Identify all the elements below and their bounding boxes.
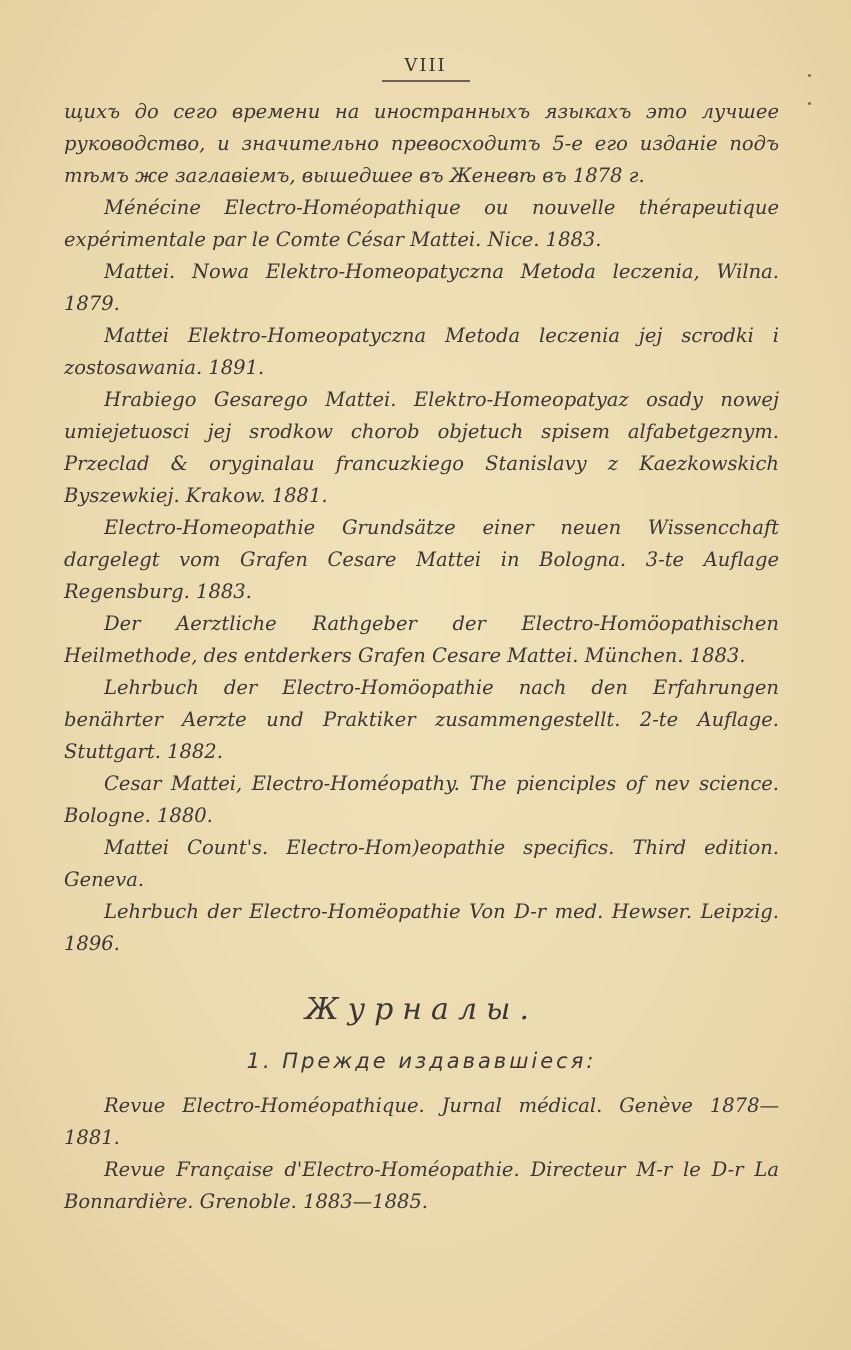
- bibliography-entry: Lehrbuch der Electro-Homëopathie Von D-r med. Hewser. Leipzig. 1896.: [64, 900, 779, 955]
- bibliography-entry: Der Aerztliche Rathgeber der Electro-Homöopathischen Heilmethode, des entderkers Grafen Cesare Mattei. München. 1883.: [64, 612, 779, 667]
- bibliography-entry: Electro-Homeopathie Grundsätze einer neuen Wissencchaft dargelegt vom Grafen Cesare Mattei in Bologna. 3-te Auflage Regensburg. 1883.: [64, 516, 779, 603]
- header-rule: [382, 80, 470, 82]
- page-body: [64, 96, 779, 1218]
- bibliography-entry: Ménécine Electro-Homéopathique ou nouvelle thérapeutique expérimentale par le Comte César Mattei. Nice. 1883.: [64, 196, 779, 251]
- paper-speck: [808, 74, 811, 77]
- journal-entry: Revue Electro-Homéopathique. Jurnal médical. Genève 1878—1881.: [64, 1094, 779, 1149]
- journal-entry: Revue Française d'Electro-Homéopathie. Directeur M-r le D-r La Bonnardière. Grenoble. 1883—1885.: [64, 1158, 779, 1213]
- bibliography-entry: Mattei Count's. Electro-Hom)eopathie specifics. Third edition. Geneva.: [64, 836, 779, 891]
- bibliography-entry: Lehrbuch der Electro-Homöopathie nach den Erfahrungen benährter Aerzte und Praktiker zusammengestellt. 2-te Auflage. Stuttgart. 1882.: [64, 676, 779, 763]
- bibliography-entry: Hrabiego Gesarego Mattei. Elektro-Homeopatyaz osady nowej umiejetuosci jej srodkow chorob objetuch spisem alfabetgeznym. Przeclad & oryginalau francuzkiego Stanislavy z Kaezkowskich Byszewkiej. Krakow. 1881.: [64, 388, 779, 507]
- paper-speck: [808, 102, 811, 105]
- paragraph-continuation: щихъ до сего времени на иностранныхъ языкахъ это лучшее руководство, и значительно превосходитъ 5-е его изданіе подъ тѣмъ же заглавіемъ, вышедшее въ Женевѣ въ 1878 г.: [64, 100, 779, 187]
- section-subheading: 1. Прежде издававшіеся:: [246, 1049, 597, 1073]
- bibliography-entry: Cesar Mattei, Electro-Homéopathy. The pienciples of nev science. Bologne. 1880.: [64, 772, 779, 827]
- bibliography-entry: Mattei Elektro-Homeopatyczna Metoda leczenia jej scrodki i zostosawania. 1891.: [64, 324, 779, 379]
- section-heading: Журналы.: [304, 992, 539, 1027]
- page-number: VIII: [404, 55, 447, 76]
- bibliography-entry: Mattei. Nowa Elektro-Homeopatyczna Metoda leczenia, Wilna. 1879.: [64, 260, 779, 315]
